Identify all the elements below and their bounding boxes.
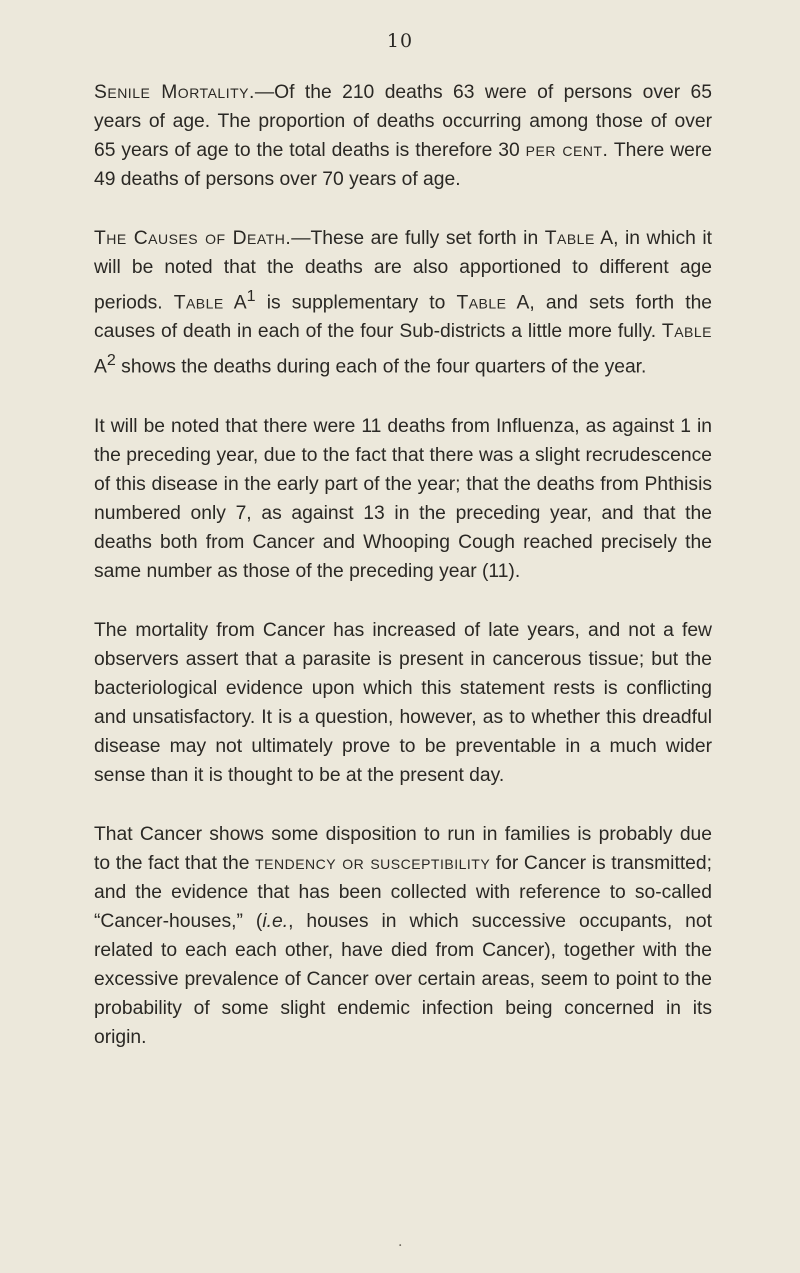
text-segment: tendency or susceptibility bbox=[255, 852, 491, 874]
paragraph bbox=[94, 412, 712, 586]
text-segment: Table bbox=[456, 292, 507, 314]
text-segment: Table bbox=[173, 292, 224, 314]
text-segment: per cent. bbox=[525, 140, 609, 161]
text-segment: A bbox=[223, 292, 247, 314]
text-segment: Senile Mortality. bbox=[94, 82, 255, 103]
paragraph bbox=[94, 616, 712, 790]
text-segment: The Causes of Death. bbox=[94, 228, 292, 249]
text-segment: for Cancer is transmitted; and the evidence that has been collected with reference to so-called “Cancer-houses,” ( bbox=[94, 852, 712, 932]
text-segment: That Cancer shows some disposition to run in families is probably due to the fact that the bbox=[94, 823, 712, 874]
text-segment: i.e. bbox=[262, 910, 289, 932]
paragraph bbox=[94, 224, 712, 382]
text-segment: A, in which it will be noted that the deaths are also apportioned to different age periods. bbox=[94, 228, 712, 314]
page-number: 10 bbox=[386, 30, 414, 52]
text-segment: —Of the 210 deaths 63 were of persons over 65 years of age. The proportion of deaths occurring among those of over 65 years of age to the total deaths is therefore 30 bbox=[94, 82, 712, 161]
text-segment: —These are fully set forth in bbox=[291, 228, 545, 249]
text-segment: 1 bbox=[246, 287, 256, 305]
text-segment: Table bbox=[661, 321, 712, 343]
text-segment: The mortality from Cancer has increased of late years, and not a few observers assert that a parasite is present in cancerous tissue; but the bacteriological evidence upon which this statement rests is conflicting and unsatisfactory. It is a question, however, as to whether this dreadful disease may not ultimately prove to be preventable in a much wider sense than it is thought to be at the present day. bbox=[94, 619, 712, 786]
body-text bbox=[94, 78, 712, 1082]
text-segment: A, and sets forth the causes of death in each of the four Sub-districts a little more fully. bbox=[94, 292, 713, 343]
text-segment: is supplementary to bbox=[255, 292, 457, 314]
text-segment: A bbox=[94, 356, 107, 378]
text-segment: There were 49 deaths of persons over 70 years of age. bbox=[94, 140, 712, 190]
text-segment: , houses in which successive occupants, not related to each each other, have died from Cancer), together with the excessive prevalence of Cancer over certain areas, seem to point to the probability of some slight endemic infection being concerned in its origin. bbox=[94, 910, 712, 1048]
text-segment: 2 bbox=[106, 351, 116, 370]
paragraph bbox=[94, 820, 712, 1052]
text-segment: Table bbox=[544, 228, 595, 249]
decorative-dot: · bbox=[398, 1238, 403, 1254]
text-segment: It will be noted that there were 11 deaths from Influenza, as against 1 in the preceding year, due to the fact that there was a slight recrudescence of this disease in the early part of the year; that the deaths from Phthisis numbered only 7, as against 13 in the preceding year, and that the deaths both from Cancer and Whooping Cough reached precisely the same number as those of the preceding year (11). bbox=[94, 415, 712, 582]
paragraph bbox=[94, 78, 712, 194]
text-segment: shows the deaths during each of the four quarters of the year. bbox=[115, 356, 647, 378]
